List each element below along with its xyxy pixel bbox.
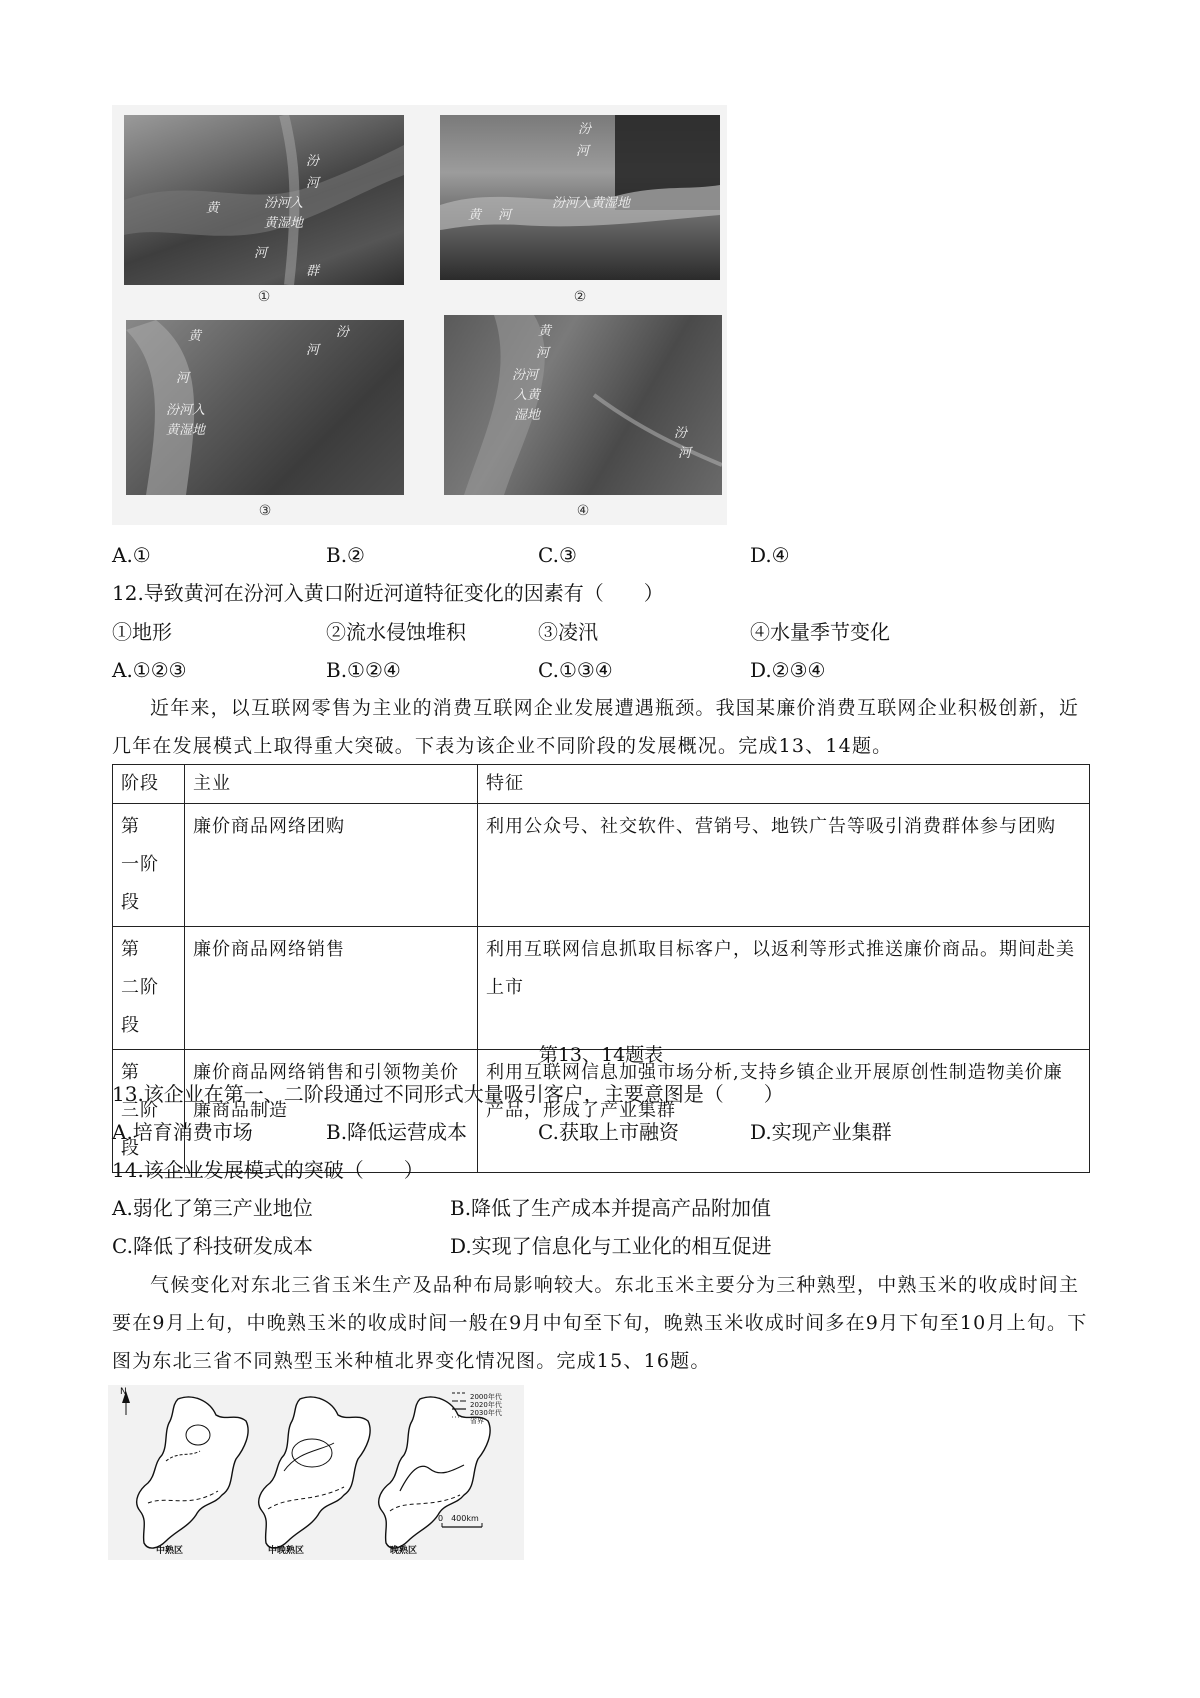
label: 汾: [578, 122, 592, 137]
legend-item: 2030年代: [470, 1409, 502, 1417]
q14-option-b[interactable]: B.降低了生产成本并提高产品附加值: [450, 1196, 772, 1220]
map-mid-late-maturity: [259, 1397, 370, 1548]
q14-stem: 14.该企业发展模式的突破（ ）: [112, 1158, 424, 1182]
satellite-figure: [112, 105, 727, 525]
corn-boundary-figure: [108, 1385, 524, 1560]
panel-caption-4: ④: [576, 503, 590, 519]
table-cell-main: 廉价商品网络销售和引领物美价廉商品制造: [185, 1050, 478, 1173]
q12-option-b[interactable]: B.①②④: [326, 658, 401, 682]
q12-item-4: ④水量季节变化: [750, 620, 890, 644]
q12-item-1: ①地形: [112, 620, 172, 644]
table-cell-stage: 第 一阶段: [113, 804, 185, 927]
table-cell-feature: 利用互联网信息加强市场分析,支持乡镇企业开展原创性制造物美价廉产品，形成了产业集群: [478, 1050, 1090, 1173]
table-caption: 第13、14题表: [538, 1044, 664, 1066]
table-cell-stage: 第 三阶段: [113, 1050, 185, 1173]
q12-option-a[interactable]: A.①②③: [112, 658, 187, 682]
label: 河: [254, 246, 268, 261]
maps-drawing: [108, 1385, 524, 1560]
table-cell-feature: 利用互联网信息抓取目标客户，以返利等形式推送廉价商品。期间赴美上市: [478, 927, 1090, 1050]
satellite-panel-3: [126, 320, 404, 495]
label: 黄: [188, 329, 202, 344]
label: 河: [678, 446, 692, 461]
q11-option-a[interactable]: A.①: [112, 543, 151, 567]
label: 群: [306, 264, 320, 279]
q14-option-c[interactable]: C.降低了科技研发成本: [112, 1234, 313, 1258]
label: 汾河入黄湿地: [552, 196, 631, 211]
table-header-row: [113, 765, 1090, 804]
scale-label: 0 400km: [438, 1514, 479, 1523]
q13-option-d[interactable]: D.实现产业集群: [750, 1120, 892, 1144]
label: 河: [306, 176, 320, 191]
satellite-panel-2: [440, 115, 720, 280]
q14-option-a[interactable]: A.弱化了第三产业地位: [112, 1196, 313, 1220]
map-caption: 晚熟区: [390, 1546, 418, 1556]
legend-item: 2000年代: [470, 1393, 502, 1401]
label: 黄: [206, 201, 220, 216]
table-cell-main: 廉价商品网络销售: [185, 927, 478, 1050]
q13-option-b[interactable]: B.降低运营成本: [326, 1120, 468, 1144]
table-header: 阶段: [113, 765, 185, 804]
satellite-panel-1: [124, 115, 404, 285]
q12-stem: 12.导致黄河在汾河入黄口附近河道特征变化的因素有（ ）: [112, 581, 664, 605]
label: 河: [498, 208, 512, 223]
label: 汾河: [512, 368, 539, 383]
north-label: N: [120, 1387, 127, 1397]
label: 黄湿地: [264, 216, 304, 231]
label: 黄湿地: [166, 423, 206, 438]
table-cell-stage: 第 二阶段: [113, 927, 185, 1050]
label: 河: [176, 371, 190, 386]
q12-option-d[interactable]: D.②③④: [750, 658, 826, 682]
q11-option-b[interactable]: B.②: [326, 543, 365, 567]
label: 黄: [538, 324, 552, 339]
panel-caption-2: ②: [573, 289, 587, 305]
label: 黄: [468, 208, 482, 223]
map-caption: 中晚熟区: [268, 1546, 305, 1556]
panel-caption-1: ①: [257, 289, 271, 305]
label: 河: [306, 343, 320, 358]
label: 汾: [336, 325, 350, 340]
legend-item: 2020年代: [470, 1401, 502, 1409]
q14-option-d[interactable]: D.实现了信息化与工业化的相互促进: [450, 1234, 772, 1258]
q12-item-2: ②流水侵蚀堆积: [326, 620, 466, 644]
passage-13-14: 近年来，以互联网零售为主业的消费互联网企业发展遭遇瓶颈。我国某廉价消费互联网企业积极创新，近几年在发展模式上取得重大突破。下表为该企业不同阶段的发展概况。完成13、14题。: [112, 697, 1080, 757]
label: 河: [576, 144, 590, 159]
label: 湿地: [514, 408, 541, 423]
label: 河: [536, 346, 550, 361]
table-header: 特征: [478, 765, 1090, 804]
passage-15-16: 气候变化对东北三省玉米生产及品种布局影响较大。东北玉米主要分为三种熟型，中熟玉米的收成时间主要在9月上旬，中晚熟玉米的收成时间一般在9月中旬至下旬，晚熟玉米收成时间多在9月下旬至10月上旬。下图为东北三省不同熟型玉米种植北界变化情况图。完成15、16题。: [112, 1274, 1088, 1372]
table-row: [113, 927, 1090, 1050]
q12-option-c[interactable]: C.①③④: [538, 658, 613, 682]
q13-stem: 13.该企业在第一、二阶段通过不同形式大量吸引客户，主要意图是（ ）: [112, 1082, 784, 1106]
table-cell-main: 廉价商品网络团购: [185, 804, 478, 927]
q12-item-3: ③凌汛: [538, 620, 598, 644]
label: 汾河入: [166, 403, 206, 418]
q13-option-a[interactable]: A.培育消费市场: [112, 1120, 253, 1144]
table-header: 主业: [185, 765, 478, 804]
q13-option-c[interactable]: C.获取上市融资: [538, 1120, 679, 1144]
legend-item: 省界: [470, 1417, 484, 1425]
label: 汾: [674, 426, 688, 441]
river-shape: [444, 315, 722, 495]
panel-caption-3: ③: [258, 503, 272, 519]
q11-option-d[interactable]: D.④: [750, 543, 790, 567]
map-mid-maturity: [137, 1397, 248, 1548]
label: 汾河入: [264, 196, 304, 211]
satellite-panel-4: [444, 315, 722, 495]
q11-option-c[interactable]: C.③: [538, 543, 577, 567]
label: 入黄: [514, 388, 541, 403]
table-row: [113, 804, 1090, 927]
label: 汾: [306, 154, 320, 169]
map-caption: 中熟区: [156, 1546, 184, 1556]
table-cell-feature: 利用公众号、社交软件、营销号、地铁广告等吸引消费群体参与团购: [478, 804, 1090, 927]
